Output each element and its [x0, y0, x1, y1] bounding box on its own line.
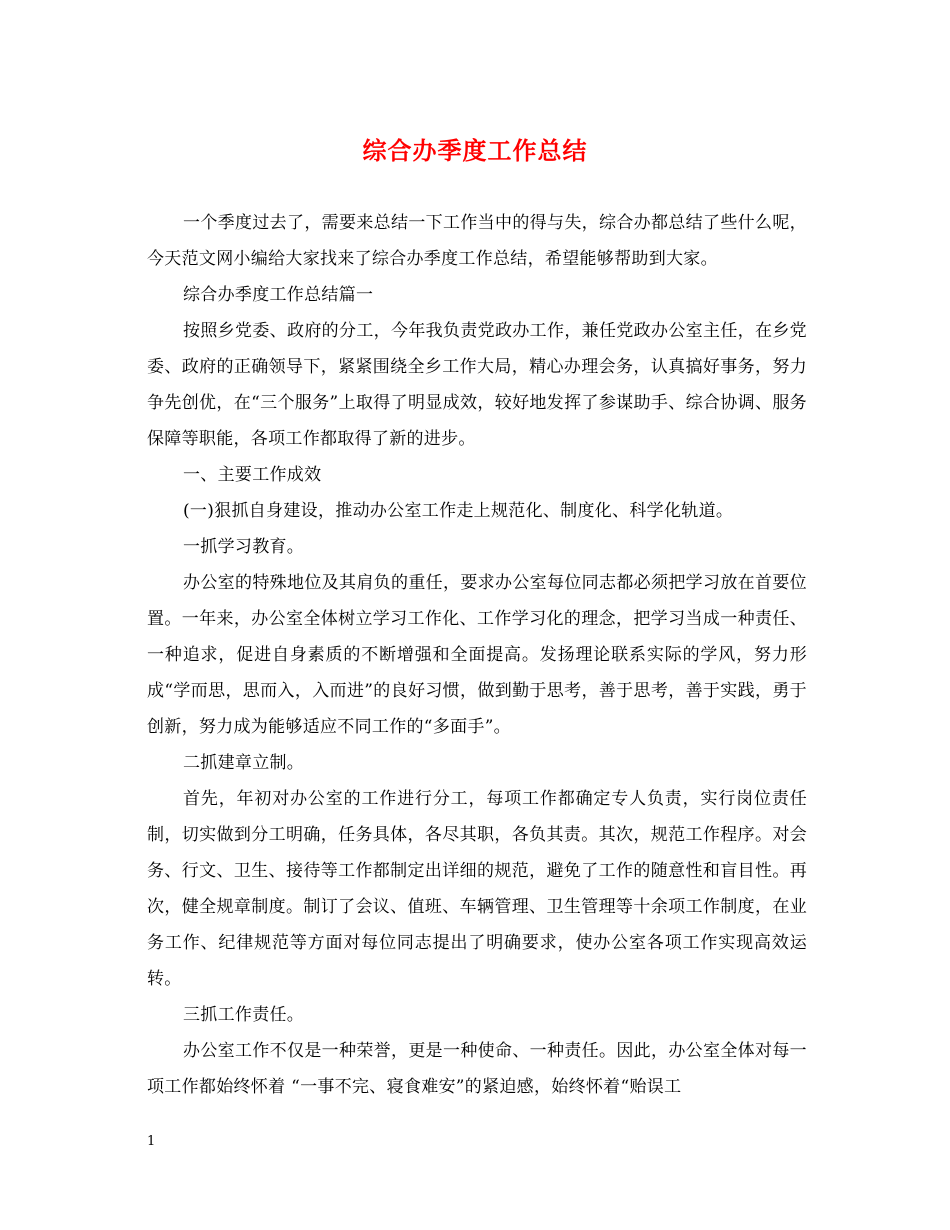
paragraph-rules-heading: 二抓建章立制。: [183, 753, 305, 773]
document-body: [147, 205, 807, 1105]
paragraph-responsibility-heading: 三抓工作责任。: [183, 1005, 305, 1025]
page-number: 1: [147, 1134, 156, 1149]
paragraph-section-heading: 综合办季度工作总结篇一: [183, 285, 374, 305]
document-title: 综合办季度工作总结: [362, 136, 588, 165]
paragraph-overview: 按照乡党委、政府的分工，今年我负责党政办工作，兼任党政办公室主任，在乡党委、政府的正确领导下，紧紧围绕全乡工作大局，精心办理会务，认真搞好事务，努力争先创优，在“三个服务”上取得了明显成效，较好地发挥了参谋助手、综合协调、服务保障等职能，各项工作都取得了新的进步。: [147, 321, 807, 449]
paragraph-responsibility-body: 办公室工作不仅是一种荣誉，更是一种使命、一种责任。因此，办公室全体对每一项工作都始终怀着 “一事不完、寝食难安”的紧迫感，始终怀着“贻误工: [147, 1041, 807, 1097]
paragraph-study-body: 办公室的特殊地位及其肩负的重任，要求办公室每位同志都必须把学习放在首要位置。一年来，办公室全体树立学习工作化、工作学习化的理念，把学习当成一种责任、一种追求，促进自身素质的不断增强和全面提高。发扬理论联系实际的学风，努力形成“学而思，思而入，入而进”的良好习惯，做到勤于思考，善于思考，善于实践，勇于创新，努力成为能够适应不同工作的“多面手”。: [147, 573, 807, 737]
paragraph-main-results-heading: 一、主要工作成效: [183, 465, 322, 485]
paragraph-intro: 一个季度过去了，需要来总结一下工作当中的得与失，综合办都总结了些什么呢，今天范文网小编给大家找来了综合办季度工作总结，希望能够帮助到大家。: [147, 213, 807, 269]
paragraph-study-heading: 一抓学习教育。: [183, 537, 305, 557]
paragraph-rules-body: 首先，年初对办公室的工作进行分工，每项工作都确定专人负责，实行岗位责任制，切实做到分工明确，任务具体，各尽其职，各负其责。其次，规范工作程序。对会务、行文、卫生、接待等工作都制定出详细的规范，避免了工作的随意性和盲目性。再次，健全规章制度。制订了会议、值班、车辆管理、卫生管理等十余项工作制度，在业务工作、纪律规范等方面对每位同志提出了明确要求，使办公室各项工作实现高效运转。: [147, 789, 807, 989]
paragraph-subheading-self-building: (一)狠抓自身建设，推动办公室工作走上规范化、制度化、科学化轨道。: [183, 501, 734, 521]
